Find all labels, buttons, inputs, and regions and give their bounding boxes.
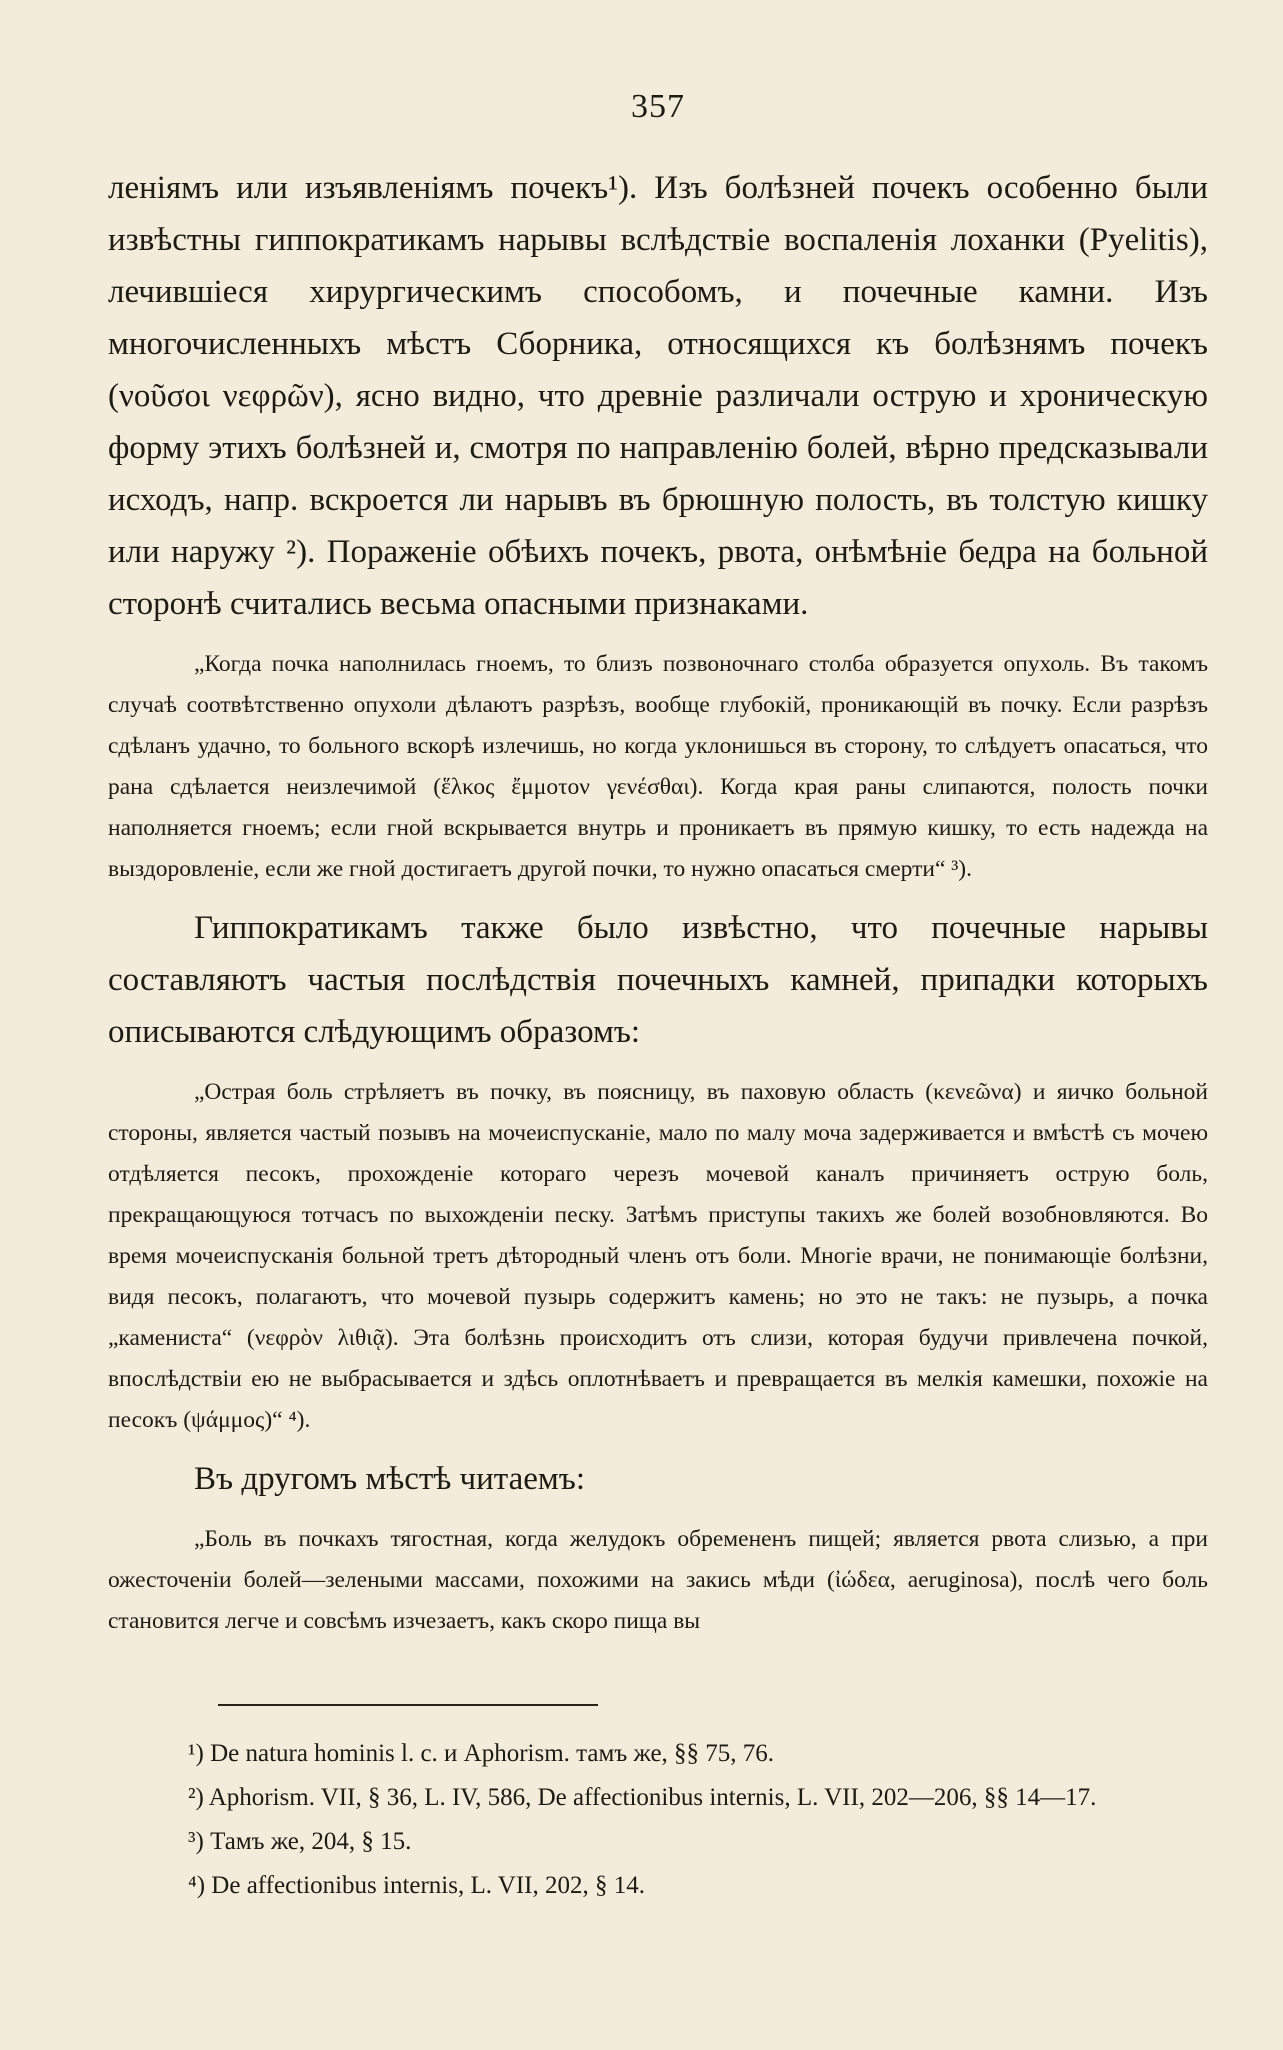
body-paragraph-1: леніямъ или изъявленіямъ почекъ¹). Изъ болѣзней почекъ особенно были извѣстны гиппократикамъ нарывы вслѣдствіе воспаленія лоханки (Pyelitis), лечившіеся хирургическимъ способомъ, и почечные камни. Изъ многочисленныхъ мѣстъ Сборника, относящихся къ болѣзнямъ почекъ (νοῦσοι νεφρῶν), ясно видно, что древніе различали острую и хроническую форму этихъ болѣзней и, смотря по направленію болей, вѣрно предсказывали исходъ, напр. вскроется ли нарывъ въ брюшную полость, въ толстую кишку или наружу ²). Пораженіе обѣихъ почекъ, рвота, онѣмѣніе бедра на больной сторонѣ считались весьма опасными признаками. [108, 170, 1208, 622]
body-paragraph-2: Гиппократикамъ также было извѣстно, что почечные нарывы составляютъ частыя послѣдствія почечныхъ камней, припадки которыхъ описываются слѣдующимъ образомъ: [108, 910, 1208, 1050]
quote-block-3: „Боль въ почкахъ тягостная, когда желудокъ обремененъ пищей; является рвота слизью, а при ожесточеніи болей—зелеными массами, похожими на закись мѣди (ἰώδεα, aeruginosa), послѣ чего боль становится легче и совсѣмъ изчезаетъ, какъ скоро пища вы [108, 1526, 1208, 1634]
footnote-3: ³) Тамъ же, 204, § 15. [188, 1828, 412, 1855]
footnotes [108, 1732, 1208, 1908]
footnote-4: ⁴) De affectionibus internis, L. VII, 202, § 14. [188, 1872, 646, 1899]
body-paragraph-3: Въ другомъ мѣстѣ читаемъ: [194, 1461, 585, 1497]
footnote-2: ²) Aphorism. VII, § 36, L. IV, 586, De affectionibus internis, L. VII, 202—206, §§ 14—17. [188, 1784, 1097, 1811]
quote-block-1: „Когда почка наполнилась гноемъ, то близъ позвоночнаго столба образуется опухоль. Въ такомъ случаѣ соотвѣтственно опухоли дѣлаютъ разрѣзъ, вообще глубокій, проникающій въ почку. Если разрѣзъ сдѣланъ удачно, то больного вскорѣ излечишь, но когда уклонишься въ сторону, то слѣдуетъ опасаться, что рана сдѣлается неизлечимой (ἕλκος ἔμμοτον γενέσθαι). Когда края раны слипаются, полость почки наполняется гноемъ; если гной вскрывается внутрь и проникаетъ въ прямую кишку, то есть надежда на выздоровленіе, если же гной достигаетъ другой почки, то нужно опасаться смерти“ ³). [108, 651, 1208, 882]
page-number: 357 [631, 88, 685, 125]
quote-block-2: „Острая боль стрѣляетъ въ почку, въ поясницу, въ паховую область (κενεῶνα) и яичко больной стороны, является частый позывъ на мочеиспусканіе, мало по малу моча задерживается и вмѣстѣ съ мочею отдѣляется песокъ, прохожденіе котораго черезъ мочевой каналъ причиняетъ острую боль, прекращающуюся тотчасъ по выхожденіи песку. Затѣмъ приступы такихъ же болей возобновляются. Во время мочеиспусканія больной третъ дѣтородный членъ отъ боли. Многіе врачи, не понимающіе болѣзни, видя песокъ, полагаютъ, что мочевой пузырь содержитъ камень; но это не такъ: не пузырь, а почка „камениста“ (νεφρὸν λιθιᾷ). Эта болѣзнь происходитъ отъ слизи, которая будучи привлечена почкой, впослѣдствіи ею не выбрасывается и здѣсь оплотнѣваетъ и превращается въ мелкія камешки, похожіе на песокъ (ψάμμος)“ ⁴). [108, 1079, 1208, 1433]
document-page [108, 88, 1208, 1908]
footnote-divider [218, 1704, 598, 1706]
footnote-1: ¹) De natura hominis l. c. и Aphorism. тамъ же, §§ 75, 76. [188, 1740, 775, 1767]
